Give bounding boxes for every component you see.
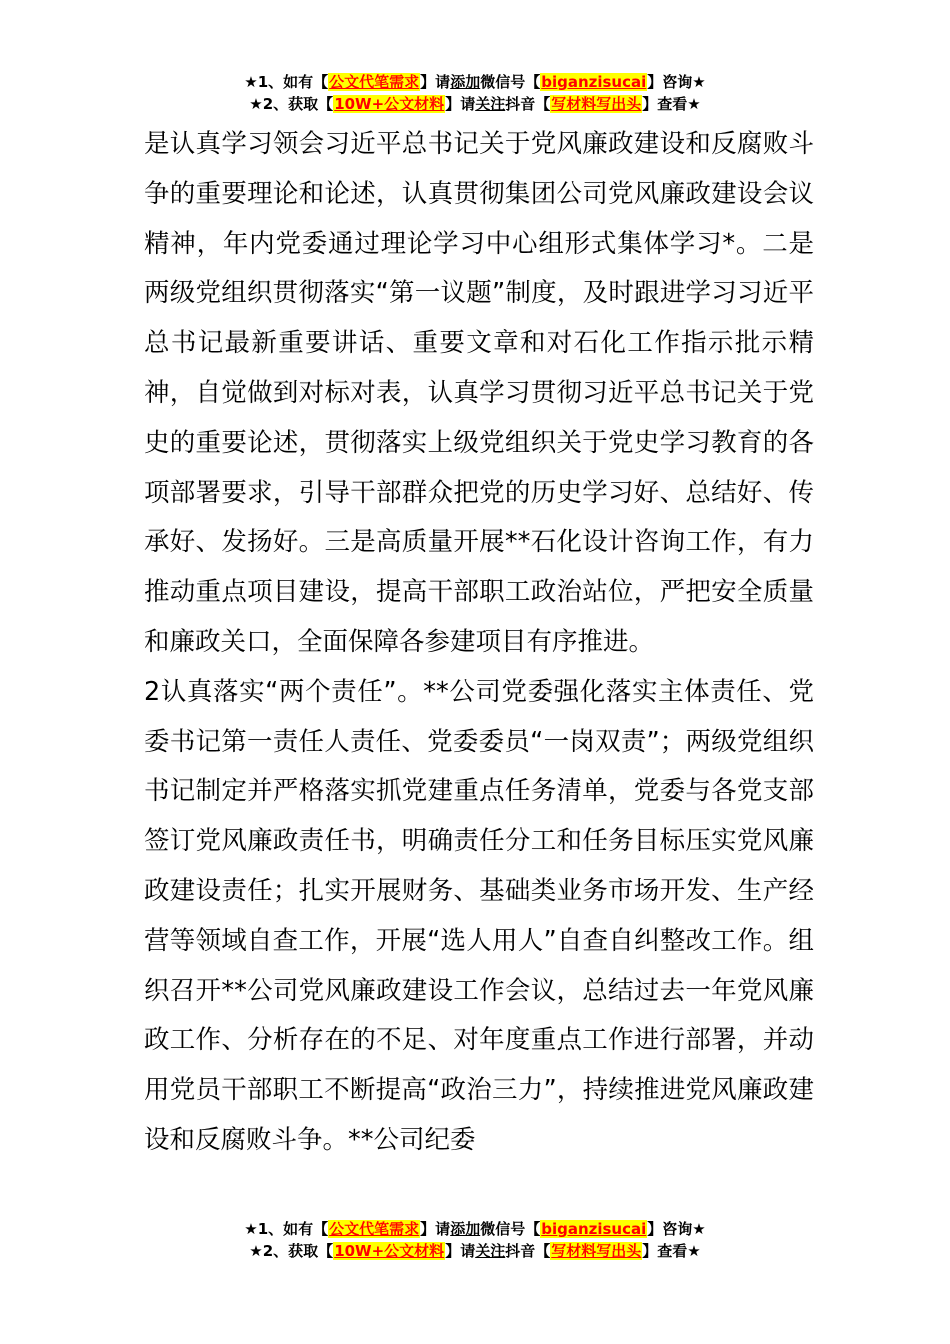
footer-line1-middle-b: 微信号【 [480, 1220, 541, 1238]
footer-line2-middle-a: 】请 [445, 1242, 476, 1260]
footer-line1-underlined: 添加 [450, 1220, 481, 1238]
header-line1-highlight-wechat-id: biganzisucai [541, 73, 647, 91]
header-line1-middle-a: 】请 [420, 73, 451, 91]
header-line1-prefix: ★1、如有【 [244, 73, 329, 91]
header-line2-middle-a: 】请 [445, 95, 476, 113]
footer-line1-highlight-wechat-id: biganzisucai [541, 1220, 647, 1238]
footer-line2-highlight-douyin: 写材料写出头 [551, 1242, 642, 1260]
header-banner-line-1 [0, 71, 950, 93]
header-line2-prefix: ★2、获取【 [249, 95, 334, 113]
header-banner [0, 71, 950, 115]
footer-line2-highlight-materials: 10W+公文材料 [334, 1242, 445, 1260]
header-banner-line-2 [0, 93, 950, 115]
footer-banner-line-2 [0, 1240, 950, 1262]
body-paragraph-2: 2认真落实“两个责任”。**公司党委强化落实主体责任、党委书记第一责任人责任、党委委员“一岗双责”；两级党组织书记制定并严格落实抓党建重点任务清单，党委与各党支部签订党风廉政责任书，明确责任分工和任务目标压实党风廉政建设责任；扎实开展财务、基础类业务市场开发、生产经营等领域自查工作，开展“选人用人”自查自纠整改工作。组织召开**公司党风廉政建设工作会议，总结过去一年党风廉政工作、分析存在的不足、对年度重点工作进行部署，并动用党员干部职工不断提高“政治三力”，持续推进党风廉政建设和反腐败斗争。**公司纪委 [144, 676, 814, 1155]
header-line1-highlight-service: 公文代笔需求 [329, 73, 420, 91]
body-paragraph-1: 是认真学习领会习近平总书记关于党风廉政建设和反腐败斗争的重要理论和论述，认真贯彻集团公司党风廉政建设会议精神，年内党委通过理论学习中心组形式集体学习*。二是两级党组织贯彻落实“第一议题”制度，及时跟进学习习近平总书记最新重要讲话、重要文章和对石化工作指示批示精神，自觉做到对标对表，认真学习贯彻习近平总书记关于党史的重要论述，贯彻落实上级党组织关于党史学习教育的各项部署要求，引导干部群众把党的历史学习好、总结好、传承好、发扬好。三是高质量开展**石化设计咨询工作，有力推动重点项目建设，提高干部职工政治站位，严把安全质量和廉政关口，全面保障各参建项目有序推进。 [144, 129, 814, 657]
footer-line1-suffix: 】咨询★ [647, 1220, 706, 1238]
footer-line1-highlight-service: 公文代笔需求 [329, 1220, 420, 1238]
header-line1-middle-b: 微信号【 [480, 73, 541, 91]
header-line1-underlined: 添加 [450, 73, 481, 91]
footer-line1-prefix: ★1、如有【 [244, 1220, 329, 1238]
header-line2-suffix: 】查看★ [642, 95, 701, 113]
footer-line1-middle-a: 】请 [420, 1220, 451, 1238]
header-line2-underlined: 关注 [475, 95, 506, 113]
footer-line2-suffix: 】查看★ [642, 1242, 701, 1260]
document-body [144, 120, 814, 1166]
header-line2-highlight-douyin: 写材料写出头 [551, 95, 642, 113]
footer-line2-underlined: 关注 [475, 1242, 506, 1260]
footer-banner [0, 1218, 950, 1262]
footer-line2-prefix: ★2、获取【 [249, 1242, 334, 1260]
footer-line2-middle-b: 抖音【 [505, 1242, 551, 1260]
header-line1-suffix: 】咨询★ [647, 73, 706, 91]
header-line2-highlight-materials: 10W+公文材料 [334, 95, 445, 113]
header-line2-middle-b: 抖音【 [505, 95, 551, 113]
footer-banner-line-1 [0, 1218, 950, 1240]
